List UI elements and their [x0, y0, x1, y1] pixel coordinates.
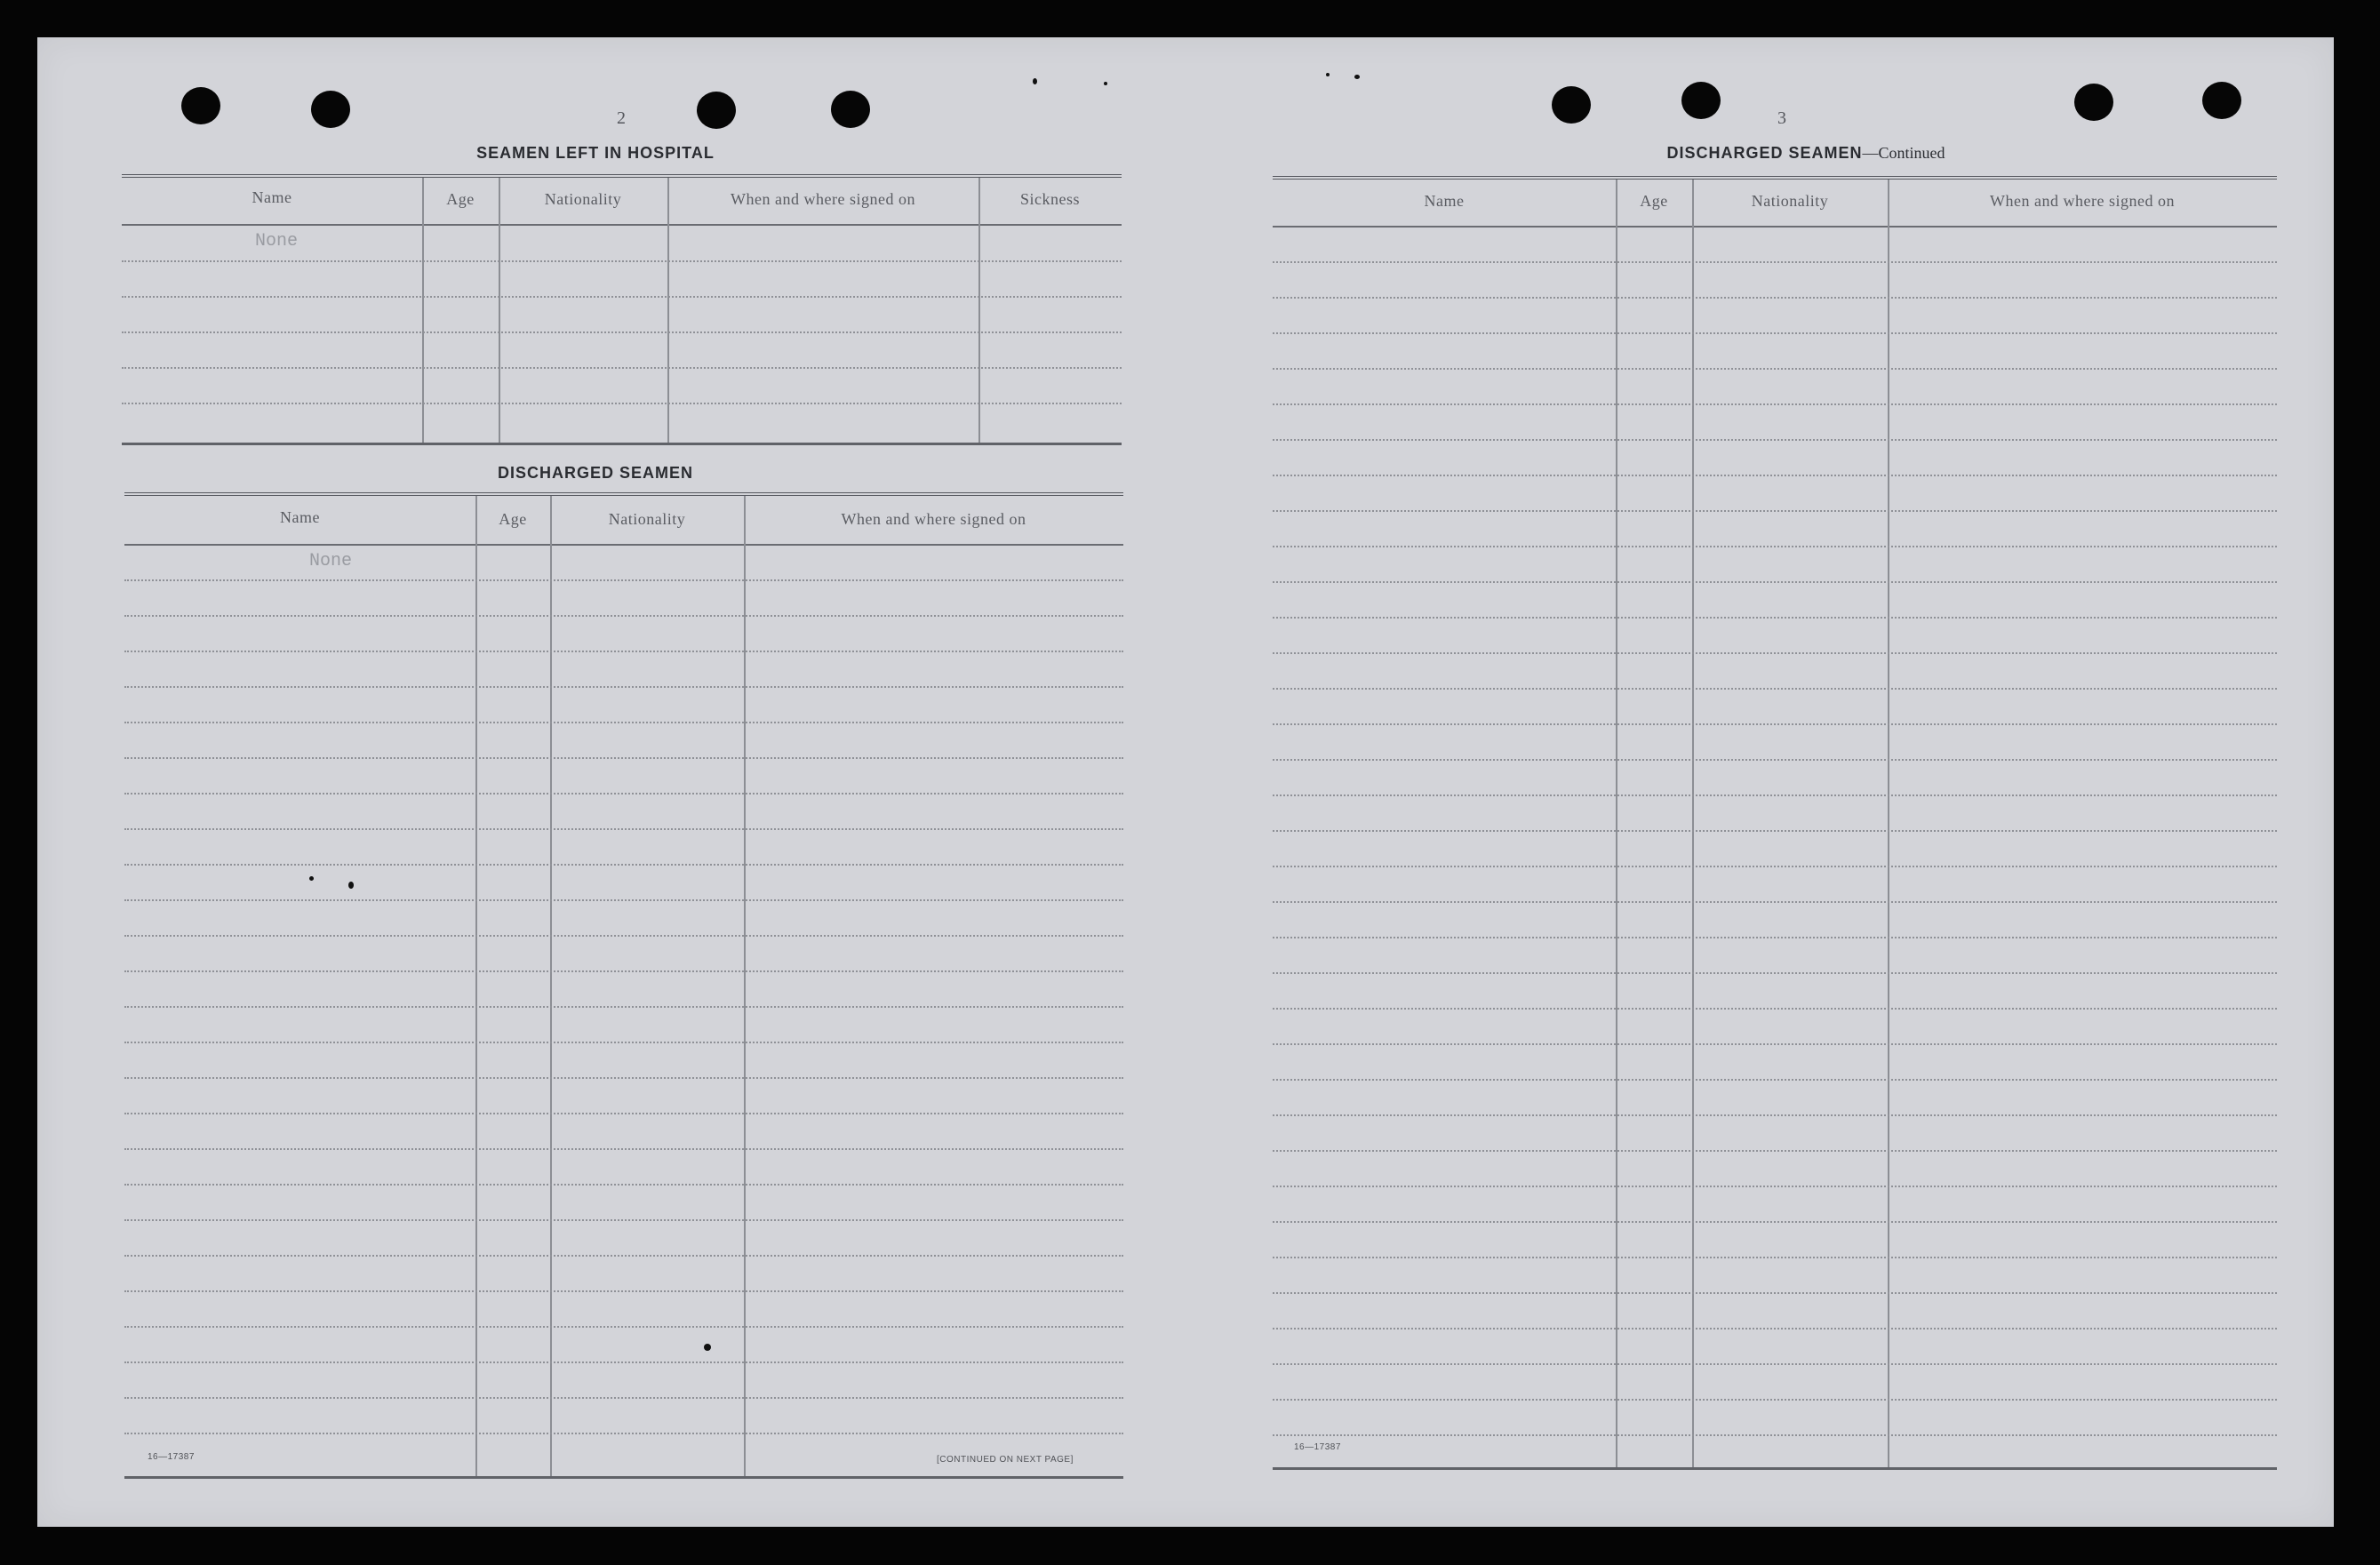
row-rule — [124, 686, 1123, 688]
row-rule — [124, 899, 1123, 901]
row-rule — [1273, 546, 2277, 547]
discharged-table-right — [1273, 176, 2277, 1470]
hospital-entry-name: None — [255, 231, 299, 252]
row-rule — [1273, 1221, 2277, 1223]
page-number-right: 3 — [1777, 108, 1786, 128]
row-rule — [122, 367, 1122, 369]
row-rule — [1273, 1434, 2277, 1436]
discharged-col-nationality: Nationality — [608, 510, 686, 528]
speck — [1104, 82, 1107, 85]
row-rule — [1273, 1399, 2277, 1401]
row-rule — [124, 1326, 1123, 1328]
row-rule — [124, 1397, 1123, 1399]
row-rule — [1273, 830, 2277, 832]
row-rule — [1273, 403, 2277, 405]
row-rule — [1273, 1292, 2277, 1294]
hospital-col-sickness: Sickness — [1020, 190, 1080, 208]
discharged-title-right-cont: —Continued — [1862, 144, 1945, 162]
row-rule — [124, 1255, 1123, 1257]
row-rule — [124, 722, 1123, 723]
row-rule — [124, 1006, 1123, 1008]
row-rule — [124, 1113, 1123, 1114]
row-rule — [124, 864, 1123, 866]
row-rule — [1273, 1008, 2277, 1010]
manifest-sheet — [37, 37, 2334, 1527]
right-col-name: Name — [1424, 192, 1465, 210]
row-rule — [1273, 332, 2277, 334]
discharged-col-signed-on: When and where signed on — [841, 510, 1026, 528]
punch-hole — [181, 87, 220, 124]
hospital-table — [122, 174, 1122, 445]
discharged-col-age: Age — [499, 510, 527, 528]
row-rule — [124, 1219, 1123, 1221]
row-rule — [122, 260, 1122, 262]
row-rule — [124, 935, 1123, 937]
row-rule — [1273, 439, 2277, 441]
form-number-left: 16—17387 — [148, 1452, 195, 1462]
row-rule — [1273, 581, 2277, 583]
discharged-title-left — [124, 464, 1066, 483]
punch-hole — [2074, 84, 2113, 121]
hospital-col-name: Name — [252, 188, 292, 206]
row-rule — [1273, 972, 2277, 974]
row-rule — [1273, 794, 2277, 796]
row-rule — [1273, 617, 2277, 619]
row-rule — [1273, 1114, 2277, 1116]
row-rule — [122, 331, 1122, 333]
speck — [1033, 78, 1037, 84]
row-rule — [124, 793, 1123, 794]
row-rule — [1273, 1363, 2277, 1365]
row-rule — [1273, 937, 2277, 938]
row-rule — [122, 296, 1122, 298]
row-rule — [1273, 759, 2277, 761]
col-divider — [1616, 180, 1617, 1467]
punch-hole — [1552, 86, 1591, 124]
row-rule — [1273, 1043, 2277, 1045]
punch-hole — [697, 92, 736, 129]
discharged-title-text: DISCHARGED SEAMEN — [497, 464, 694, 482]
row-rule — [1273, 901, 2277, 903]
col-divider — [550, 496, 552, 1476]
continued-note: [CONTINUED ON NEXT PAGE] — [937, 1455, 1074, 1465]
row-rule — [1273, 652, 2277, 654]
col-divider — [475, 496, 477, 1476]
right-header-rule — [1273, 226, 2277, 228]
punch-hole — [1681, 82, 1721, 119]
hospital-col-nationality: Nationality — [544, 190, 622, 208]
row-rule — [124, 615, 1123, 617]
right-col-signed-on: When and where signed on — [1990, 192, 2175, 210]
punch-hole — [831, 91, 870, 128]
hospital-col-signed-on: When and where signed on — [731, 190, 915, 208]
right-col-nationality: Nationality — [1751, 192, 1829, 210]
row-rule — [1273, 1186, 2277, 1187]
row-rule — [1273, 1079, 2277, 1081]
discharged-header-rule — [124, 544, 1123, 546]
hospital-header-rule — [122, 224, 1122, 226]
hospital-title — [124, 144, 1066, 163]
col-divider — [1888, 180, 1889, 1467]
punch-hole — [311, 91, 350, 128]
row-rule — [124, 757, 1123, 759]
row-rule — [1273, 688, 2277, 690]
row-rule — [1273, 368, 2277, 370]
col-divider — [744, 496, 746, 1476]
row-rule — [124, 1042, 1123, 1043]
discharged-entry-name: None — [309, 551, 353, 571]
row-rule — [1273, 297, 2277, 299]
row-rule — [124, 1184, 1123, 1186]
hospital-col-age: Age — [446, 190, 475, 208]
row-rule — [124, 1361, 1123, 1363]
row-rule — [1273, 1150, 2277, 1152]
row-rule — [1273, 1257, 2277, 1258]
discharged-title-right — [1273, 144, 2339, 163]
row-rule — [124, 1077, 1123, 1079]
right-col-age: Age — [1640, 192, 1668, 210]
discharged-col-name: Name — [280, 508, 320, 526]
hospital-title-text: SEAMEN LEFT IN HOSPITAL — [476, 144, 715, 162]
row-rule — [1273, 475, 2277, 476]
row-rule — [1273, 1328, 2277, 1329]
form-number-right: 16—17387 — [1294, 1442, 1341, 1452]
row-rule — [124, 1148, 1123, 1150]
row-rule — [1273, 866, 2277, 867]
row-rule — [124, 828, 1123, 830]
row-rule — [124, 579, 1123, 581]
page-number-left: 2 — [617, 108, 626, 128]
discharged-table-left — [124, 492, 1123, 1479]
punch-hole — [2202, 82, 2241, 119]
row-rule — [124, 651, 1123, 652]
col-divider — [1692, 180, 1694, 1467]
row-rule — [124, 970, 1123, 972]
row-rule — [1273, 510, 2277, 512]
speck — [1354, 75, 1360, 79]
row-rule — [122, 403, 1122, 404]
row-rule — [124, 1433, 1123, 1434]
row-rule — [124, 1290, 1123, 1292]
row-rule — [1273, 723, 2277, 725]
row-rule — [1273, 261, 2277, 263]
discharged-title-right-main: DISCHARGED SEAMEN — [1666, 144, 1863, 162]
speck — [1326, 73, 1330, 76]
